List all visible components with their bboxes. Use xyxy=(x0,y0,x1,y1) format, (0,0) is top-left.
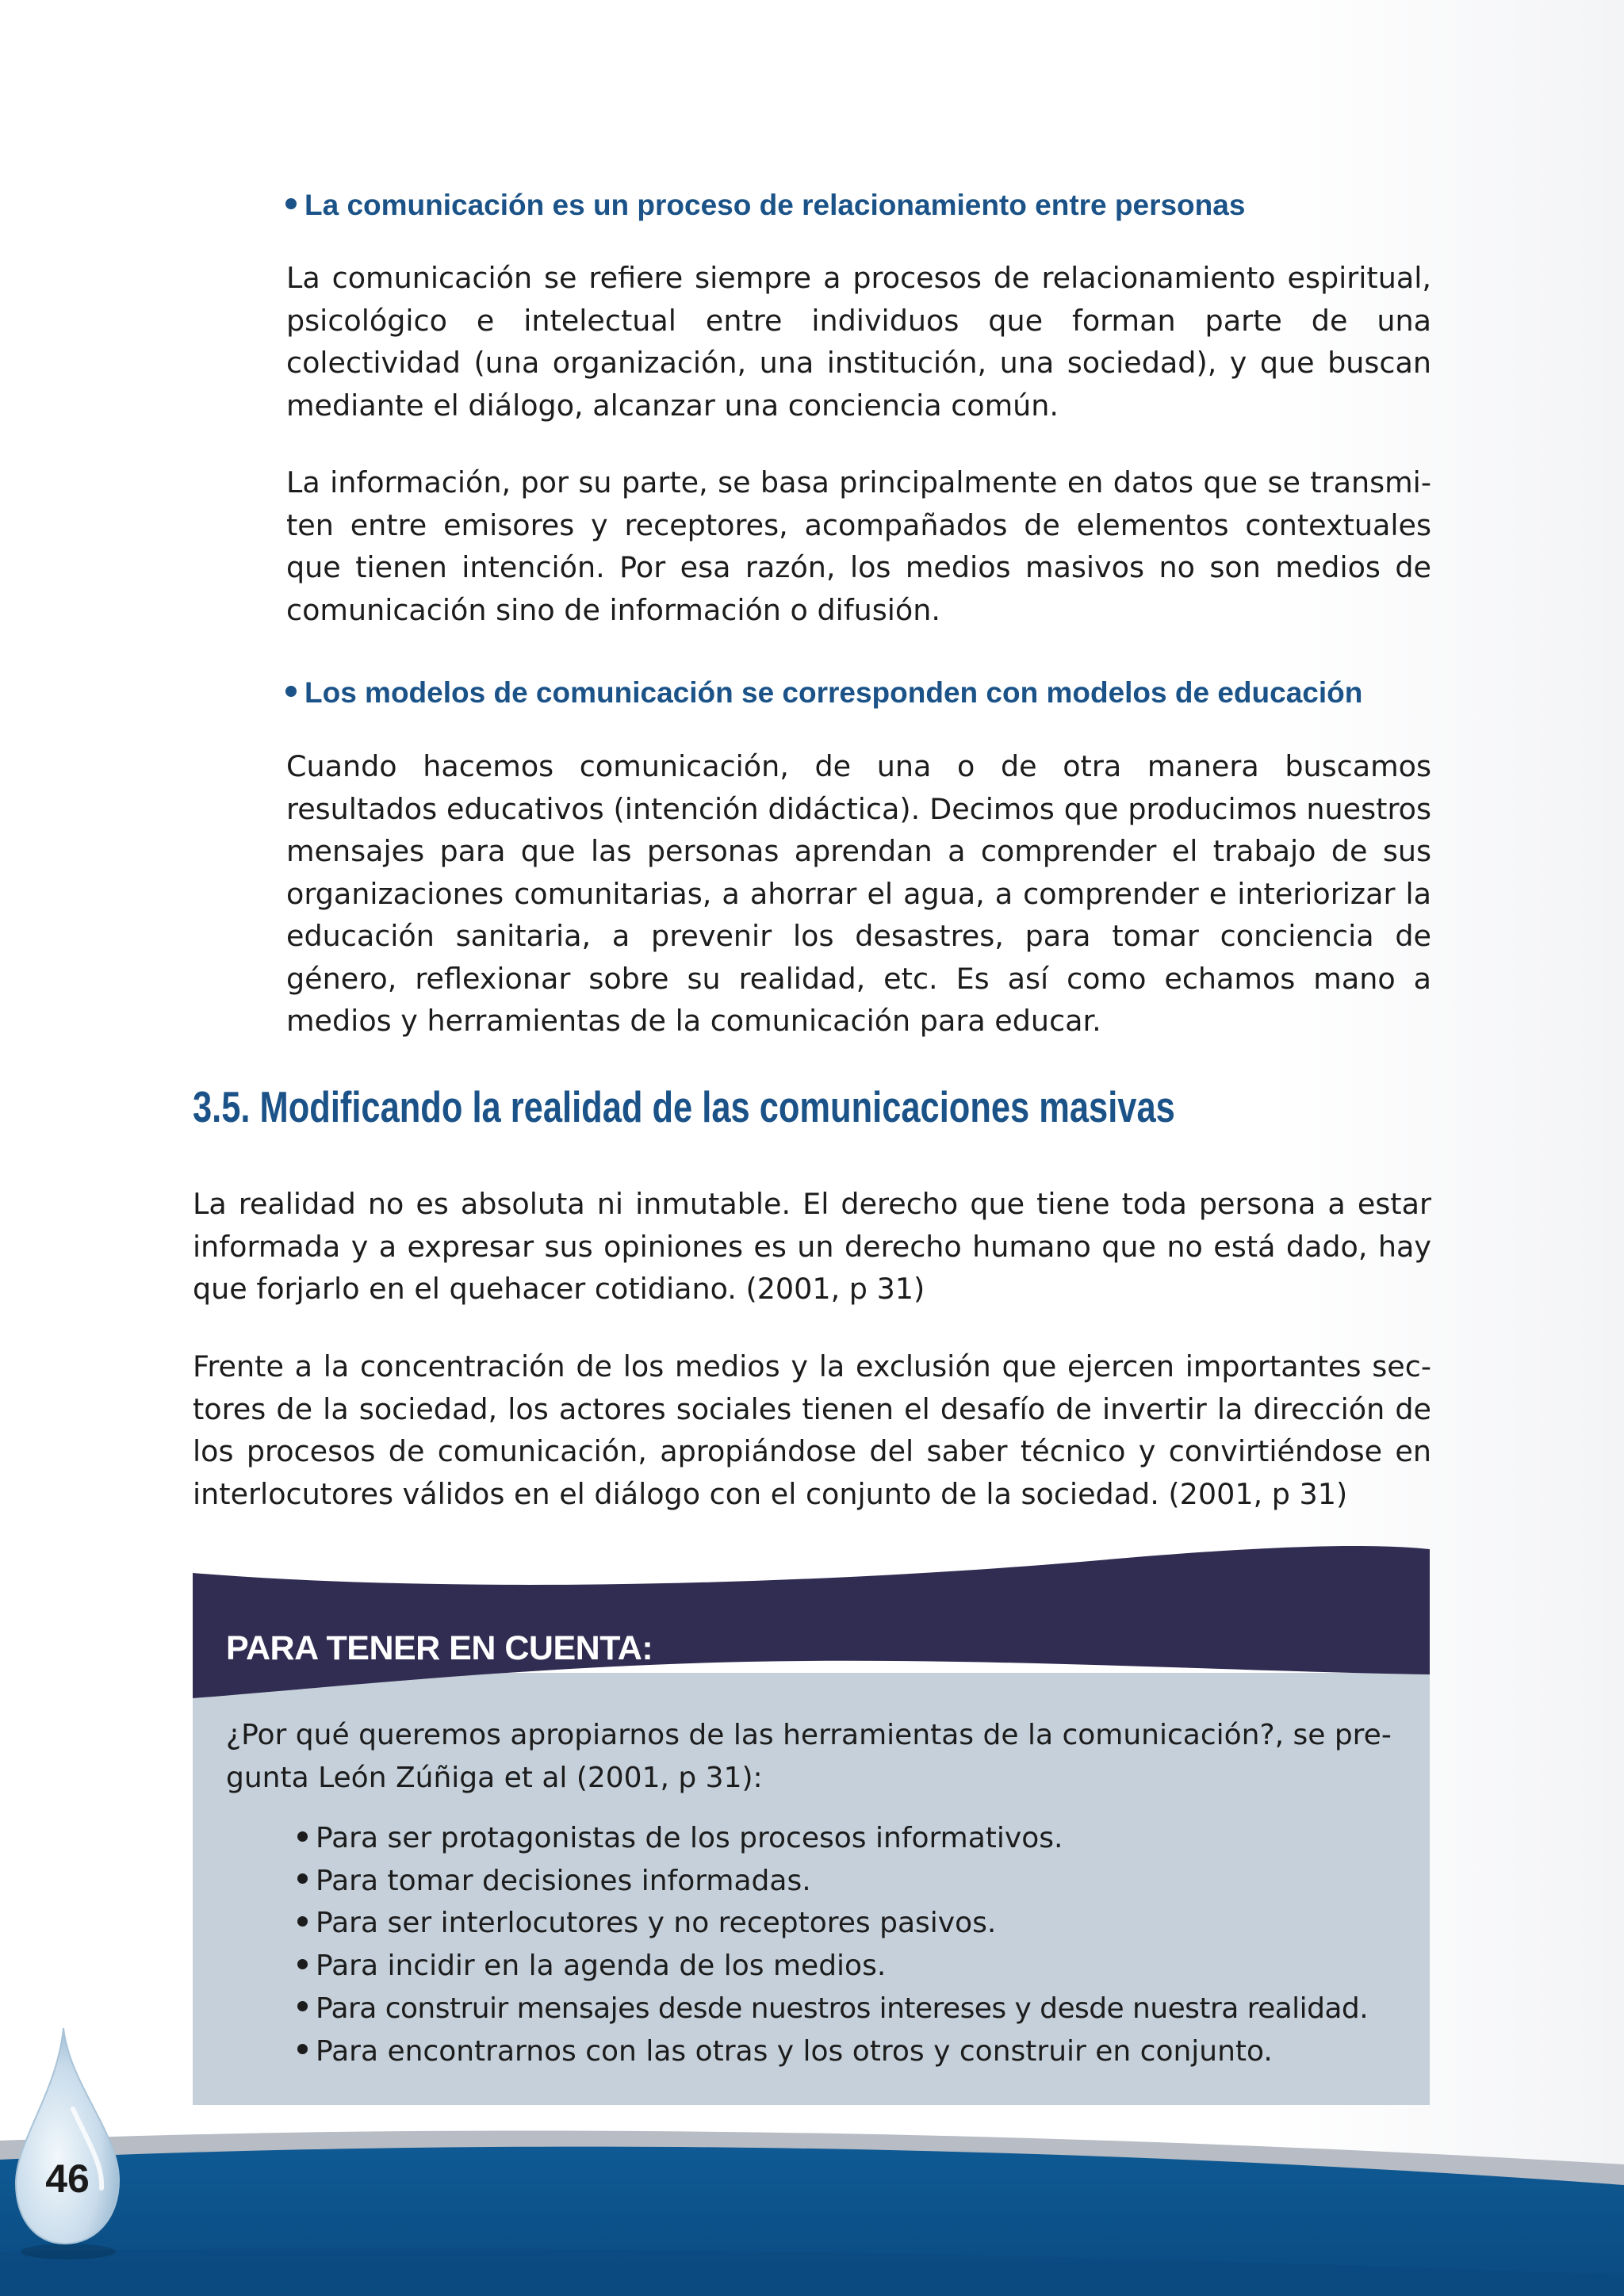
bullet-dot xyxy=(285,198,297,209)
paragraph-comunicacion: La comunicación se refiere siempre a procesos de relacionamiento espiritual, psicológico e intelectual entre individuos que forman parte de una colectividad (una organización, una institución, una sociedad), y que buscan mediante el diálogo, alcanzar una conciencia común. xyxy=(286,261,1431,423)
bullet-dot xyxy=(297,1916,308,1927)
bullet-dot xyxy=(297,2044,308,2054)
callout-box xyxy=(193,1538,1430,2105)
list-item xyxy=(297,1817,1423,1860)
bullet-dot xyxy=(285,686,297,697)
list-item-text: Para construir mensajes desde nuestros intereses y desde nuestra realidad. xyxy=(316,1992,1369,2025)
callout-intro: ¿Por qué queremos apropiarnos de las herramientas de la comunicación?, se pregunta León Zúñiga et al (2001, p 31): xyxy=(226,1719,1392,1794)
bullet-heading-relacionamiento xyxy=(285,187,1435,224)
bullet-dot xyxy=(297,1831,308,1842)
list-item-text: Para encontrarnos con las otras y los otros y construir en conjunto. xyxy=(316,2034,1273,2068)
list-item-text: Para incidir en la agenda de los medios. xyxy=(316,1950,887,1983)
bullet-heading-text: Los modelos de comunicación se corresponden con modelos de educación xyxy=(304,676,1363,709)
bullet-dot xyxy=(297,1873,308,1884)
bullet-heading-modelos xyxy=(285,675,1435,711)
paragraph-informacion: La información, por su parte, se basa principalmente en datos que se transmiten entre emisores y receptores, acompañados de elementos contextuales que tienen intención. Por esa razón, los medios masivos no son medios de comunicación sino de información o difusión. xyxy=(286,465,1431,627)
list-item-text: Para ser interlocutores y no receptores pasivos. xyxy=(316,1907,997,1940)
callout-title: PARA TENER EN CUENTA: xyxy=(226,1629,653,1667)
list-item xyxy=(297,2030,1423,2073)
bullet-dot xyxy=(297,1959,308,1969)
list-item xyxy=(297,1988,1423,2030)
footer-wave xyxy=(0,2093,1624,2296)
paragraph-modelos-educacion: Cuando hacemos comunicación, de una o de otra manera buscamos resultados educativos (intención didáctica). Decimos que producimos nuestros mensajes para que las personas aprendan a comprender el trabajo de sus organizaciones comunitarias, a ahorrar el agua, a comprender e interiorizar la educación sanitaria, a prevenir los desastres, para tomar conciencia de género, reflexionar sobre su realidad, etc. Es así como echamos mano a medios y herramientas de la comunicación para educar. xyxy=(286,749,1431,1038)
water-drop-icon xyxy=(0,2014,159,2267)
paragraph-concentracion-medios: Frente a la concentración de los medios y la exclusión que ejercen importantes sectores de la sociedad, los actores sociales tienen el desafío de invertir la dirección de los procesos de comunicación, apropiándose del saber técnico y convirtiéndose en interlocutores válidos en el diálogo con el conjunto de la sociedad. (2001, p 31) xyxy=(193,1349,1431,1511)
bullet-heading-text: La comunicación es un proceso de relacionamiento entre personas xyxy=(304,189,1246,221)
callout-list xyxy=(297,1817,1423,2072)
list-item xyxy=(297,1945,1423,1988)
list-item xyxy=(297,1860,1423,1903)
list-item xyxy=(297,1902,1423,1945)
page-number: 46 xyxy=(45,2156,90,2201)
list-item-text: Para ser protagonistas de los procesos informativos. xyxy=(316,1822,1063,1854)
section-title: 3.5. Modificando la realidad de las comunicaciones masivas xyxy=(193,1082,1175,1131)
list-item-text: Para tomar decisiones informadas. xyxy=(316,1864,811,1897)
paragraph-realidad: La realidad no es absoluta ni inmutable. El derecho que tiene toda persona a estar informada y a expresar sus opiniones es un derecho humano que no está dado, hay que forjarlo en el quehacer cotidiano. (2001, p 31) xyxy=(193,1187,1431,1306)
bullet-dot xyxy=(297,2001,308,2011)
